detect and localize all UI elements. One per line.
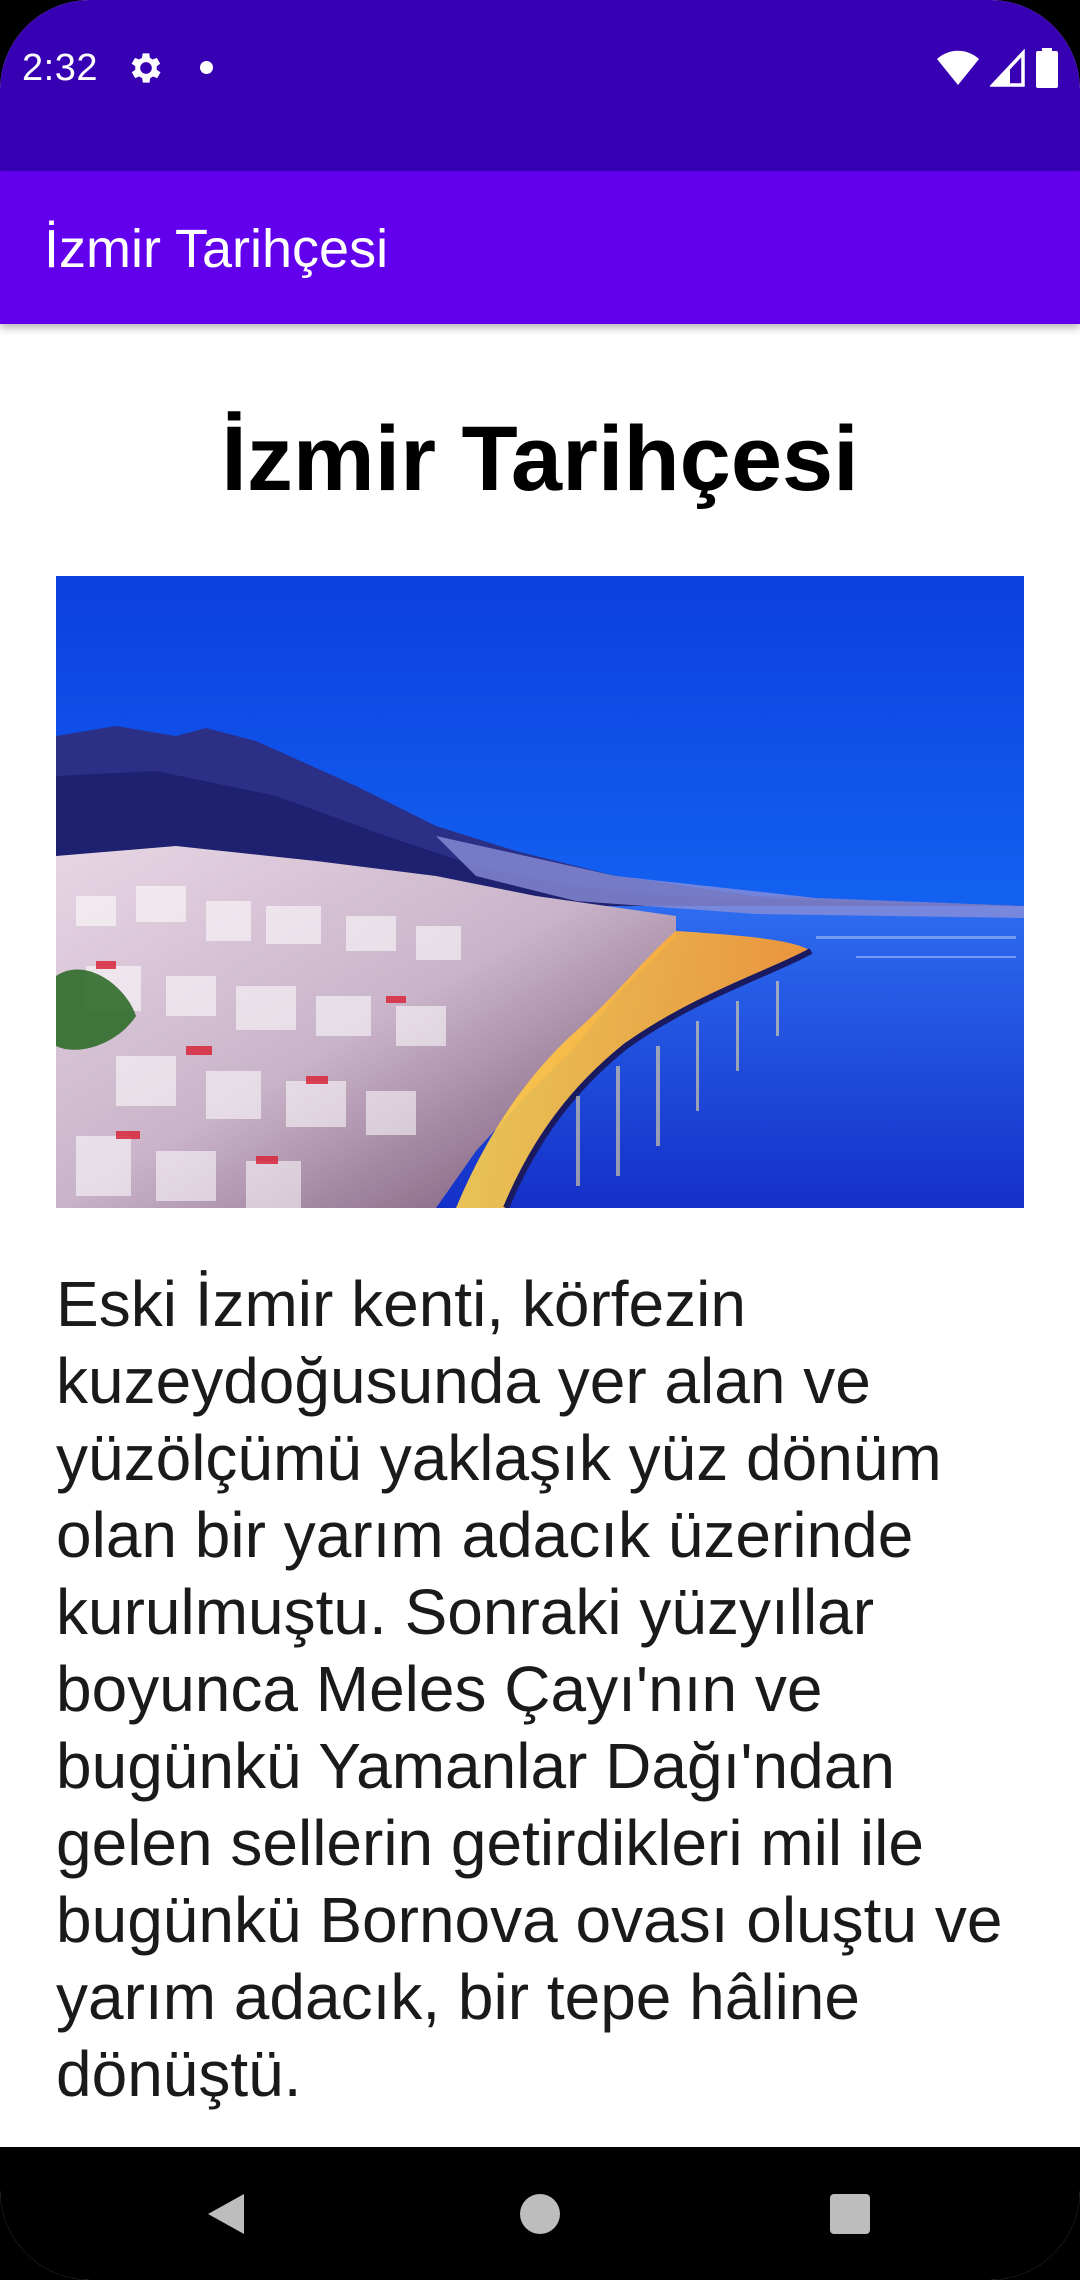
wifi-icon	[936, 50, 980, 86]
back-button[interactable]	[166, 2147, 286, 2280]
back-icon	[204, 2190, 248, 2238]
izmir-photo	[56, 576, 1024, 1208]
signal-icon	[990, 49, 1026, 87]
status-icons	[936, 46, 1058, 90]
page-title: İzmir Tarihçesi	[221, 408, 859, 510]
recents-button[interactable]	[790, 2147, 910, 2280]
app-bar-title: İzmir Tarihçesi	[44, 219, 389, 279]
status-time: 2:32	[22, 47, 98, 89]
history-paragraph: Eski İzmir kenti, körfezin kuzeydoğusunda yer alan ve yüzölçümü yaklaşık yüz dönüm olan bir yarım adacık üzerinde kurulmuştu. Sonraki yüzyıllar boyunca Meles Çayı'nın ve bugünkü Yamanlar Dağı'ndan gelen sellerin getirdikleri mil ile bugünkü Bornova ovası oluştu ve yarım adacık, bir tepe hâline dönüştü.	[56, 1268, 1003, 2110]
status-bar	[0, 0, 1080, 171]
battery-icon	[1036, 48, 1058, 88]
gear-icon	[126, 48, 166, 88]
notification-dot-icon	[200, 61, 213, 74]
recents-icon	[829, 2193, 871, 2235]
home-icon	[518, 2192, 562, 2236]
app-bar	[0, 171, 1080, 324]
home-button[interactable]	[480, 2147, 600, 2280]
izmir-coast-image	[56, 576, 1024, 1208]
navigation-bar	[0, 2147, 1080, 2280]
content-area	[0, 324, 1080, 2147]
